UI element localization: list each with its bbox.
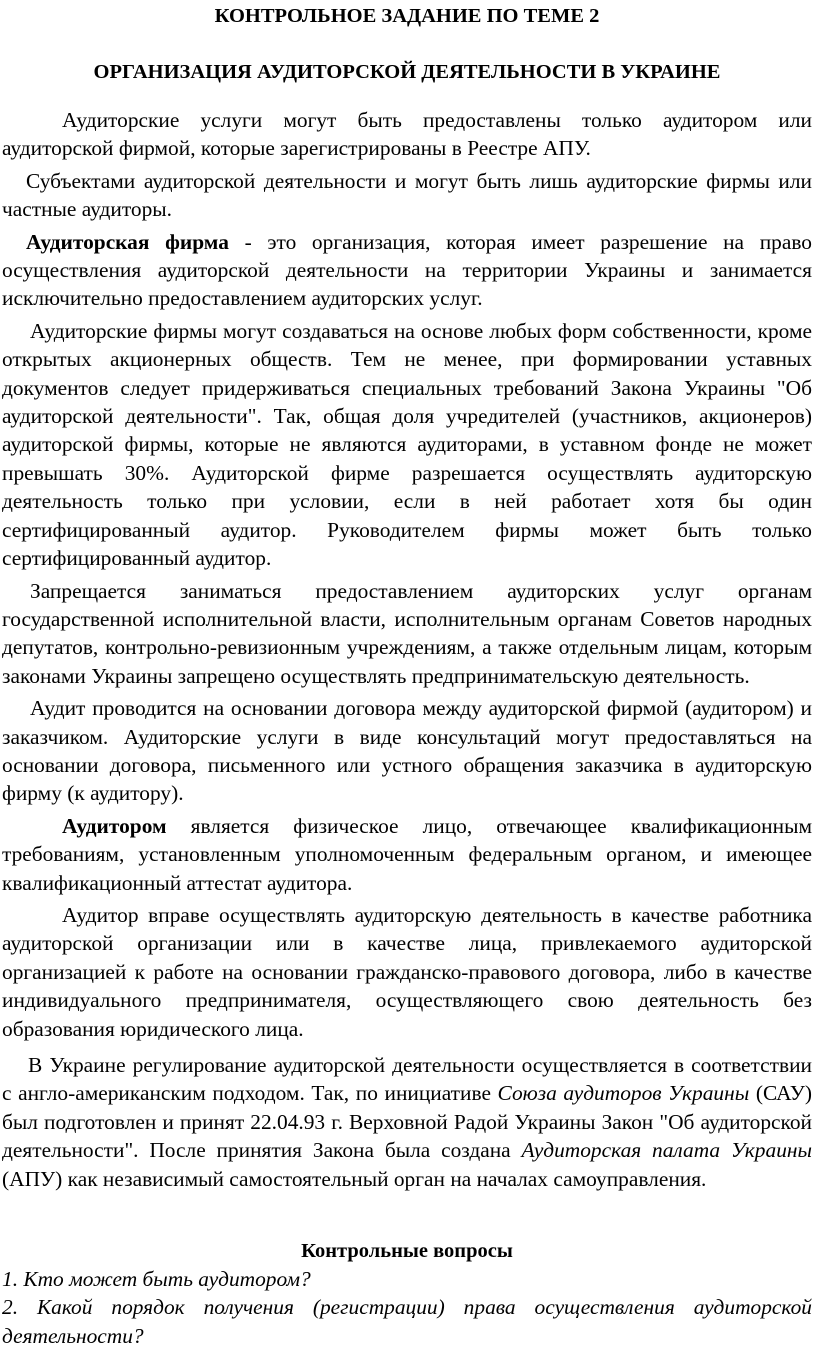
regulation-text-b: (САУ) был подготовлен и принят 22.04.93 г. Верховной Радой Украины Закон "Об аудиторской деятельности". После принятия Закона была создана — [2, 1081, 812, 1163]
document-subtitle: ОРГАНИЗАЦИЯ АУДИТОРСКОЙ ДЕЯТЕЛЬНОСТИ В УКРАИНЕ — [93, 61, 721, 83]
question-item-2: 2. Какой порядок получения (регистрации) права осуществления аудиторской деятельности? — [2, 1295, 812, 1348]
regulation-text-a: В Украине регулирование аудиторской деятельности осуществляется в соответствии с англо-американским подходом. Так, по инициативе — [2, 1053, 812, 1106]
question-item-1: 1. Кто может быть аудитором? — [2, 1267, 311, 1292]
term-apu: Аудиторская палата Украины — [521, 1138, 812, 1163]
paragraph-regulation — [2, 1051, 812, 1193]
audit-firm-definition-text: - это организация, которая имеет разрешение на право осуществления аудиторской деятельности на территории Украины и занимается исключительно предоставлением аудиторских услуг. — [2, 229, 812, 311]
auditor-definition-text: является физическое лицо, отвечающее квалификационным требованиям, установленным уполномоченным федеральным органом, и имеющее квалификационный аттестат аудитора. — [2, 813, 812, 895]
regulation-text-c: (АПУ) как независимый самостоятельный орган на началах самоуправления. — [2, 1166, 707, 1191]
paragraph-audit-contract: Аудит проводится на основании договора между аудиторской фирмой (аудитором) и заказчиком. Аудиторские услуги в виде консультаций могут предоставляться на основании договора, письменного или устного обращения заказчика в аудиторскую фирму (к аудитору). — [2, 696, 812, 806]
paragraph-auditor-rights: Аудитор вправе осуществлять аудиторскую деятельность в качестве работника аудиторской организации или в качестве лица, привлекаемого аудиторской организацией к работе на основании гражданско-правового договора, либо в качестве индивидуального предпринимателя, осуществляющего свою деятельность без образования юридического лица. — [2, 902, 812, 1041]
paragraph-prohibitions: Запрещается заниматься предоставлением аудиторских услуг органам государственной исполнительной власти, исполнительным органам Советов народных депутатов, контрольно-ревизионным учреждениям, а также отдельным лицам, которым законами Украины запрещено осуществлять предпринимательскую деятельность. — [2, 578, 812, 688]
questions-title: Контрольные вопросы — [301, 1240, 513, 1263]
term-auditor: Аудитором — [62, 813, 167, 838]
paragraph-audit-firm-ownership: Аудиторские фирмы могут создаваться на основе любых форм собственности, кроме открытых акционерных обществ. Тем не менее, при формировании уставных документов следует придерживаться специальных требований Закона Украины "Об аудиторской деятельности". Так, общая доля учредителей (участников, акционеров) аудиторской фирмы, которые не являются аудиторами, в уставном фонде не может превышать 30%. Аудиторской фирме разрешается осуществлять аудиторскую деятельность только при условии, если в ней работает хотя бы один сертифицированный аудитор. Руководителем фирмы может быть только сертифицированный аудитор. — [2, 318, 812, 571]
questions-list — [2, 1265, 812, 1350]
term-audit-firm: Аудиторская фирма — [26, 229, 229, 254]
paragraph-audit-firm-definition — [2, 228, 812, 313]
paragraph-auditor-services: Аудиторские услуги могут быть предоставлены только аудитором или аудиторской фирмой, которые зарегистрированы в Реестре АПУ. — [2, 108, 812, 161]
paragraph-audit-subjects: Субъектами аудиторской деятельности и могут быть лишь аудиторские фирмы или частные аудиторы. — [2, 168, 812, 222]
term-sau: Союза аудиторов Украины — [497, 1081, 750, 1106]
document-title: КОНТРОЛЬНОЕ ЗАДАНИЕ ПО ТЕМЕ 2 — [214, 5, 600, 27]
paragraph-auditor-definition — [2, 812, 812, 897]
